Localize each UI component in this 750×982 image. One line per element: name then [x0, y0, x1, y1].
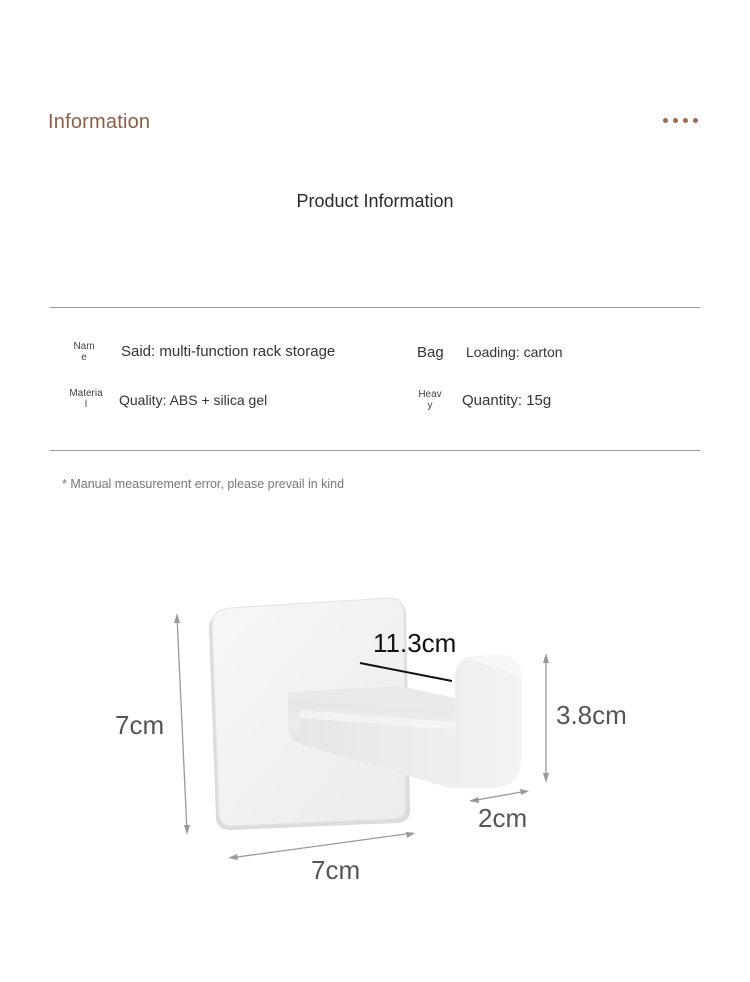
dot: [683, 118, 688, 123]
spec-value-material: Quality: ABS + silica gel: [119, 392, 268, 408]
spec-label-bag: Bag: [417, 344, 444, 361]
spec-value-name: Said: multi-function rack storage: [121, 343, 336, 360]
divider-bottom: [50, 450, 700, 451]
section-header-title: Information: [48, 111, 151, 133]
more-dots-icon[interactable]: [663, 118, 698, 123]
hook-depth-label: 2cm: [478, 803, 528, 833]
spec-label-material: Materia l: [69, 388, 103, 410]
dot: [693, 118, 698, 123]
product-diagram: [0, 560, 750, 920]
spec-value-bag: Loading: carton: [466, 344, 563, 360]
hook-depth-arrow: [469, 789, 529, 803]
plate-height-arrow: [174, 613, 190, 835]
divider-top: [50, 307, 700, 308]
length-label: 11.3cm: [373, 628, 457, 658]
spec-label-weight: Heav y: [418, 389, 442, 411]
dot: [673, 118, 678, 123]
plate-height-label: 7cm: [115, 710, 165, 740]
hook-height-label: 3.8cm: [556, 700, 627, 730]
hook-height-arrow: [543, 653, 549, 783]
page-title: Product Information: [296, 191, 454, 211]
plate-width-label: 7cm: [311, 855, 361, 885]
dot: [663, 118, 668, 123]
measurement-note: * Manual measurement error, please prevail in kind: [62, 477, 345, 491]
spec-value-weight: Quantity: 15g: [462, 392, 552, 409]
spec-label-name: Nam e: [73, 341, 95, 363]
